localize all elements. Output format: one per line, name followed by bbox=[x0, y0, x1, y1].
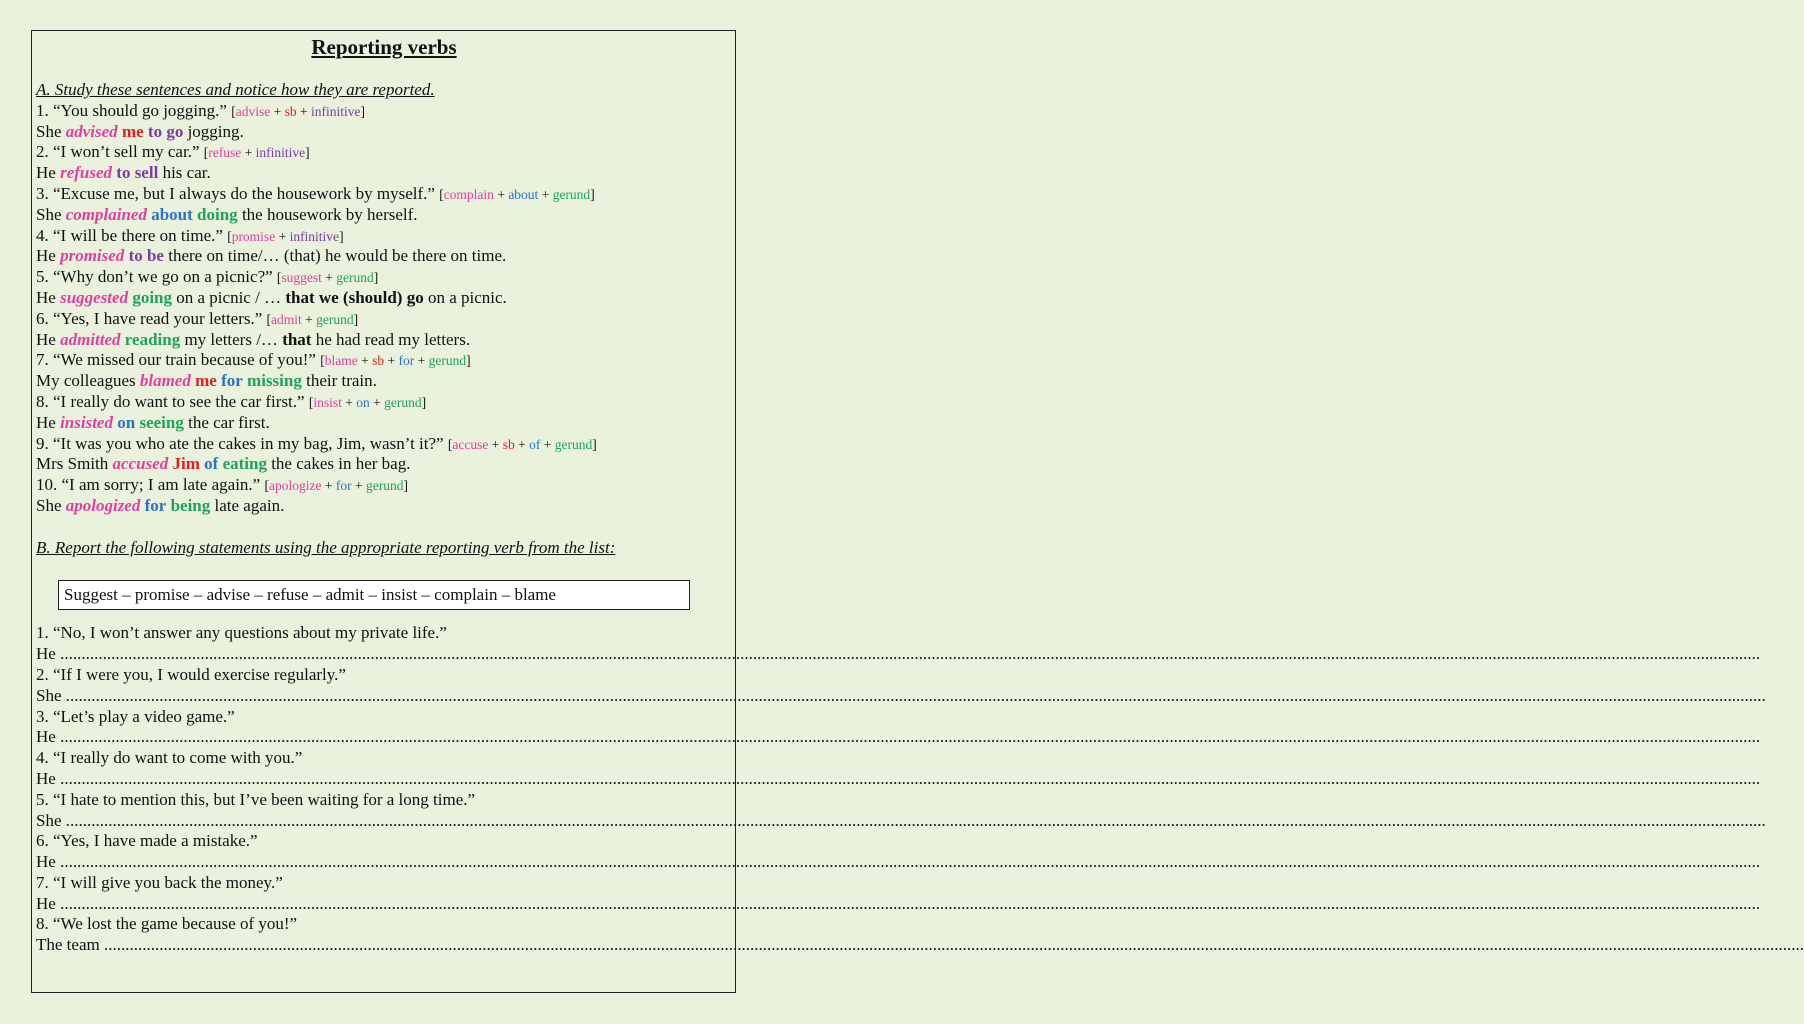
report-part: of bbox=[204, 454, 219, 474]
report-part: admitted bbox=[60, 329, 121, 349]
pattern-part: sb bbox=[372, 353, 385, 369]
section-b-instruction: B. Report the following statements using the appropriate reporting verb from the list: bbox=[36, 537, 616, 557]
quote-text: 2. “I won’t sell my car.” bbox=[36, 142, 200, 162]
report-part: reading bbox=[124, 329, 181, 349]
answer-blank[interactable]: ................................................................................................................................................................................................................................................................................................................................................................................................................ bbox=[60, 893, 1761, 913]
answer-subject: He bbox=[36, 727, 56, 747]
report-part: doing bbox=[197, 204, 238, 224]
pattern-part: for bbox=[335, 478, 352, 494]
pattern-part: suggest bbox=[281, 270, 322, 286]
section-a-examples bbox=[36, 101, 732, 517]
pattern-part: admit bbox=[271, 311, 302, 327]
pattern-part: gerund bbox=[552, 186, 591, 202]
example-report bbox=[36, 454, 732, 475]
quote-text: 9. “It was you who ate the cakes in my bag, Jim, wasn’t it?” bbox=[36, 433, 444, 453]
report-part: going bbox=[132, 287, 173, 307]
report-part: My colleagues bbox=[36, 371, 140, 391]
pattern-part: gerund bbox=[336, 270, 374, 286]
example-report bbox=[36, 163, 732, 184]
example-report bbox=[36, 413, 732, 434]
example-quote bbox=[36, 101, 732, 122]
pattern-part: on bbox=[356, 394, 370, 410]
pattern-tag: [accuse + sb + of + gerund] bbox=[447, 436, 597, 452]
report-part: He bbox=[36, 287, 61, 307]
report-part: Jim bbox=[172, 454, 200, 474]
answer-subject: He bbox=[36, 768, 56, 788]
quote-text: 5. “Why don’t we go on a picnic?” bbox=[36, 267, 273, 287]
pattern-part: gerund bbox=[316, 311, 354, 327]
exercise-quote: 7. “I will give you back the money.” bbox=[36, 872, 283, 892]
answer-blank[interactable]: ................................................................................................................................................................................................................................................................................................................................................................................................................ bbox=[65, 810, 1766, 830]
pattern-part: gerund bbox=[365, 478, 404, 494]
pattern-part: promise bbox=[231, 228, 276, 244]
pattern-part: about bbox=[508, 186, 539, 202]
example-report bbox=[36, 246, 732, 267]
exercise-quote: 3. “Let’s play a video game.” bbox=[36, 706, 235, 726]
example-quote bbox=[36, 267, 732, 288]
pattern-part: + bbox=[488, 436, 503, 452]
pattern-part: + bbox=[351, 478, 366, 494]
exercise-quote: 8. “We lost the game because of you!” bbox=[36, 914, 298, 934]
pattern-part: + bbox=[296, 103, 311, 119]
pattern-part: apologize bbox=[268, 478, 322, 494]
pattern-part: gerund bbox=[554, 436, 593, 452]
report-part: He bbox=[36, 246, 61, 266]
pattern-tag: [apologize + for + gerund] bbox=[264, 478, 408, 494]
report-part: apologized bbox=[65, 495, 141, 515]
report-part: He bbox=[36, 163, 61, 183]
pattern-part: + bbox=[341, 394, 357, 410]
report-part: that bbox=[282, 329, 312, 349]
pattern-part: + bbox=[414, 353, 429, 369]
pattern-tag: [refuse + infinitive] bbox=[203, 145, 310, 161]
pattern-part: of bbox=[529, 436, 541, 452]
pattern-part: infinitive bbox=[310, 103, 361, 119]
example-report bbox=[36, 205, 732, 226]
answer-line[interactable] bbox=[36, 644, 1761, 665]
answer-subject: She bbox=[36, 810, 62, 830]
report-part: suggested bbox=[60, 287, 129, 307]
report-part: to be bbox=[128, 246, 164, 266]
report-part: about bbox=[151, 204, 193, 224]
section-a-instruction: A. Study these sentences and notice how they are reported. bbox=[36, 80, 435, 99]
verb-list-box: Suggest – promise – advise – refuse – admit – insist – complain – blame bbox=[58, 580, 690, 610]
pattern-part: + bbox=[301, 311, 317, 327]
pattern-part: + bbox=[357, 353, 373, 369]
answer-line[interactable] bbox=[36, 935, 1804, 956]
pattern-part: gerund bbox=[384, 394, 422, 410]
answer-subject: The team bbox=[36, 935, 100, 955]
section-b-exercises bbox=[36, 623, 1804, 956]
answer-line[interactable] bbox=[36, 852, 1761, 873]
quote-text: 10. “I am sorry; I am late again.” bbox=[36, 475, 261, 495]
quote-text: 7. “We missed our train because of you!” bbox=[36, 350, 316, 370]
example-quote bbox=[36, 142, 732, 163]
report-part: their train. bbox=[301, 371, 377, 391]
pattern-part: infinitive bbox=[255, 145, 306, 161]
report-part: She bbox=[36, 204, 66, 224]
pattern-part: + bbox=[275, 228, 290, 244]
pattern-part: advise bbox=[235, 103, 271, 119]
example-quote bbox=[36, 434, 732, 455]
report-part: to sell bbox=[116, 163, 159, 183]
answer-subject: She bbox=[36, 685, 62, 705]
report-part: She bbox=[36, 121, 66, 141]
quote-text: 4. “I will be there on time.” bbox=[36, 225, 223, 245]
exercise-quote: 1. “No, I won’t answer any questions about my private life.” bbox=[36, 623, 447, 643]
answer-line[interactable] bbox=[36, 685, 1766, 707]
report-part: He bbox=[36, 329, 61, 349]
report-part: He bbox=[36, 412, 61, 432]
quote-text: 6. “Yes, I have read your letters.” bbox=[36, 308, 263, 328]
answer-subject: He bbox=[36, 852, 56, 872]
page-title: Reporting verbs bbox=[311, 35, 457, 59]
answer-subject: He bbox=[36, 893, 56, 913]
report-part: promised bbox=[60, 246, 125, 266]
example-report bbox=[36, 330, 732, 351]
answer-blank[interactable]: ................................................................................................................................................................................................................................................................................................................................................................................................................ bbox=[60, 644, 1761, 664]
report-part: late again. bbox=[210, 495, 285, 515]
pattern-tag: [blame + sb + for + gerund] bbox=[320, 353, 471, 369]
pattern-tag: [insist + on + gerund] bbox=[308, 394, 427, 410]
report-part: missing bbox=[247, 371, 302, 391]
report-part: Mrs Smith bbox=[36, 454, 113, 474]
pattern-tag: [suggest + gerund] bbox=[276, 270, 379, 286]
report-part: for bbox=[221, 371, 243, 391]
report-part: the cakes in her bag. bbox=[266, 454, 411, 474]
pattern-part: + bbox=[321, 478, 336, 494]
answer-blank[interactable]: ................................................................................................................................................................................................................................................................................................................................................................................................................ bbox=[65, 685, 1766, 705]
answer-line[interactable] bbox=[36, 893, 1761, 915]
example-quote bbox=[36, 475, 732, 496]
pattern-part: + bbox=[493, 186, 509, 202]
worksheet bbox=[36, 33, 1804, 956]
pattern-tag: [promise + infinitive] bbox=[227, 228, 344, 244]
pattern-part: for bbox=[398, 353, 415, 369]
report-part: advised bbox=[65, 121, 118, 141]
report-part: there on time/… (that) he would be there on time. bbox=[163, 246, 507, 266]
example-quote bbox=[36, 226, 732, 247]
pattern-part: accuse bbox=[452, 436, 489, 452]
example-quote bbox=[36, 350, 732, 371]
example-report bbox=[36, 371, 732, 392]
pattern-part: insist bbox=[313, 394, 342, 410]
example-report bbox=[36, 122, 732, 143]
report-part: for bbox=[144, 495, 167, 515]
pattern-tag: [complain + about + gerund] bbox=[439, 186, 595, 202]
pattern-part: + bbox=[270, 103, 285, 119]
pattern-part: blame bbox=[324, 353, 358, 369]
answer-blank[interactable]: ................................................................................................................................................................................................................................................................................................................................................................................................................ bbox=[60, 727, 1761, 747]
pattern-part: + bbox=[321, 270, 337, 286]
report-part: jogging. bbox=[183, 121, 244, 141]
quote-text: 8. “I really do want to see the car first.” bbox=[36, 391, 305, 411]
answer-subject: He bbox=[36, 644, 56, 664]
quote-text: 3. “Excuse me, but I always do the housework by myself.” bbox=[36, 183, 435, 203]
exercise-quote: 6. “Yes, I have made a mistake.” bbox=[36, 831, 258, 851]
report-part: seeing bbox=[139, 412, 184, 432]
report-part: She bbox=[36, 495, 66, 515]
pattern-part: + bbox=[369, 394, 385, 410]
pattern-tag: [admit + gerund] bbox=[266, 311, 359, 327]
report-part: accused bbox=[112, 454, 169, 474]
quote-text: 1. “You should go jogging.” bbox=[36, 100, 227, 120]
report-part: me bbox=[195, 371, 217, 391]
exercise-quote: 5. “I hate to mention this, but I’ve been waiting for a long time.” bbox=[36, 789, 476, 809]
report-part: to go bbox=[147, 121, 184, 141]
example-quote bbox=[36, 392, 732, 413]
report-part: my letters /… bbox=[180, 329, 283, 349]
pattern-part: + bbox=[514, 436, 530, 452]
answer-line[interactable] bbox=[36, 768, 1761, 790]
example-quote bbox=[36, 309, 732, 330]
pattern-part: + bbox=[540, 436, 555, 452]
answer-line[interactable] bbox=[36, 810, 1766, 832]
exercise-quote: 2. “If I were you, I would exercise regularly.” bbox=[36, 664, 346, 684]
pattern-part: sb bbox=[502, 436, 515, 452]
exercise-quote: 4. “I really do want to come with you.” bbox=[36, 748, 303, 768]
report-part: me bbox=[121, 121, 144, 141]
answer-blank[interactable]: ................................................................................................................................................................................................................................................................................................................................................................................................................ bbox=[103, 935, 1804, 955]
example-report bbox=[36, 288, 732, 309]
report-part: eating bbox=[222, 454, 267, 474]
report-part: blamed bbox=[139, 371, 191, 391]
report-part: that we (should) go bbox=[285, 287, 424, 307]
answer-line[interactable] bbox=[36, 727, 1761, 748]
pattern-part: + bbox=[241, 145, 256, 161]
answer-blank[interactable]: ................................................................................................................................................................................................................................................................................................................................................................................................................ bbox=[60, 768, 1761, 788]
report-part: complained bbox=[65, 204, 147, 224]
report-part: his car. bbox=[158, 163, 211, 183]
example-quote bbox=[36, 184, 732, 205]
answer-blank[interactable]: ................................................................................................................................................................................................................................................................................................................................................................................................................ bbox=[60, 852, 1761, 872]
pattern-part: sb bbox=[284, 103, 297, 119]
report-part: the car first. bbox=[183, 412, 270, 432]
pattern-tag: [advise + sb + infinitive] bbox=[231, 103, 365, 119]
report-part: insisted bbox=[60, 412, 113, 432]
report-part: refused bbox=[60, 163, 113, 183]
report-part: on bbox=[117, 412, 136, 432]
report-part: he had read my letters. bbox=[311, 329, 471, 349]
pattern-part: complain bbox=[443, 186, 494, 202]
report-part: on a picnic. bbox=[423, 287, 507, 307]
pattern-part: refuse bbox=[208, 145, 242, 161]
example-report bbox=[36, 496, 732, 517]
pattern-part: infinitive bbox=[289, 228, 340, 244]
pattern-part: + bbox=[384, 353, 399, 369]
report-part: the housework by herself. bbox=[237, 204, 418, 224]
report-part: being bbox=[170, 495, 211, 515]
pattern-part: + bbox=[538, 186, 553, 202]
report-part: on a picnic / … bbox=[172, 287, 286, 307]
pattern-part: gerund bbox=[428, 353, 467, 369]
